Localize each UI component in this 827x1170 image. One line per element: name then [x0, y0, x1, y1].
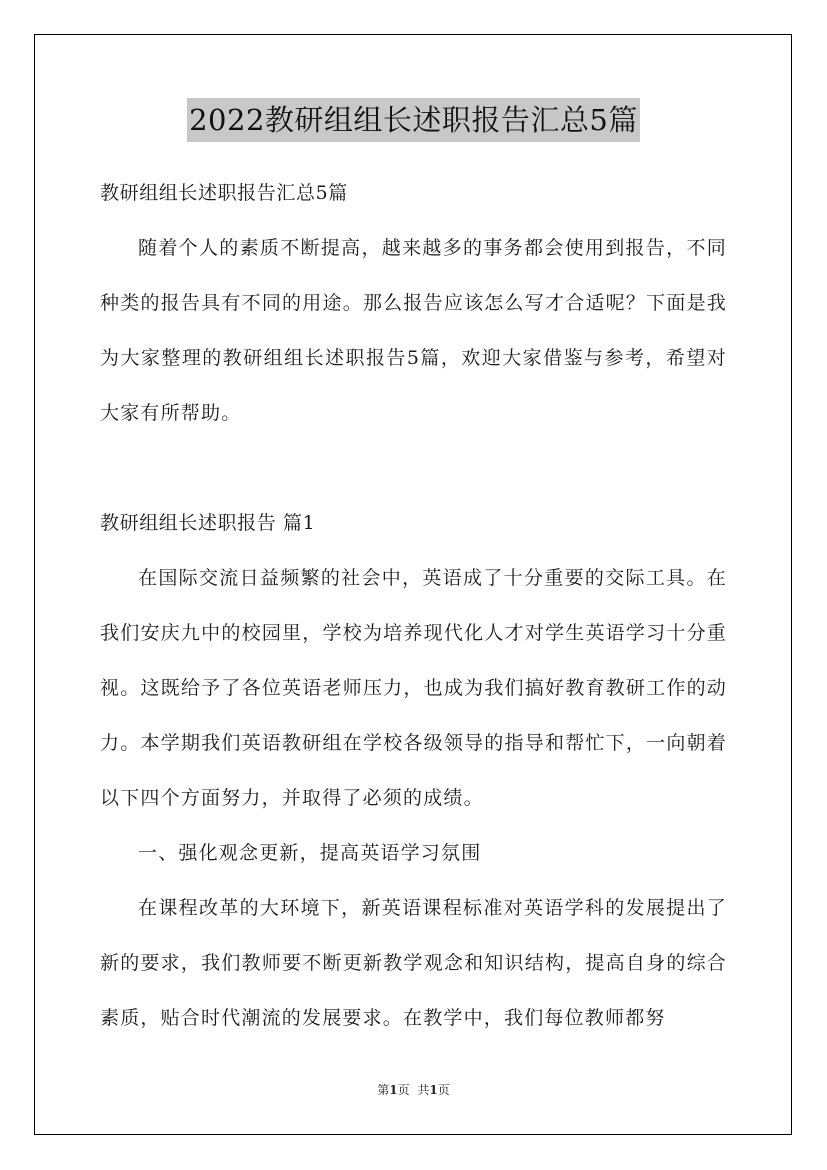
footer-total-number: 1: [429, 1083, 438, 1097]
document-subtitle: 教研组组长述职报告汇总5篇: [100, 182, 348, 204]
page-footer: [0, 1081, 827, 1098]
point-heading-1: 一、强化观念更新，提高英语学习氛围: [138, 842, 482, 864]
footer-page-number: 1: [389, 1083, 398, 1097]
section-heading: 教研组组长述职报告 篇1: [100, 512, 316, 534]
footer-page-suffix: 页: [397, 1083, 410, 1097]
document-title: 2022教研组组长述职报告汇总5篇: [187, 98, 640, 142]
footer-page-prefix: 第: [377, 1083, 390, 1097]
title-wrap: [0, 98, 827, 142]
body-paragraph-1: 在国际交流日益频繁的社会中，英语成了十分重要的交际工具。在我们安庆九中的校园里，学校为培养现代化人才对学生英语学习十分重视。这既给予了各位英语老师压力，也成为我们搞好教育教研工作的动力。本学期我们英语教研组在学校各级领导的指导和帮忙下，一向朝着以下四个方面努力，并取得了必须的成绩。: [100, 567, 727, 809]
footer-total-prefix: 共: [417, 1083, 430, 1097]
body-paragraph-2: 在课程改革的大环境下，新英语课程标准对英语学科的发展提出了新的要求，我们教师要不断更新教学观念和知识结构，提高自身的综合素质，贴合时代潮流的发展要求。在教学中，我们每位教师都努: [100, 897, 727, 1029]
section-gap: [100, 441, 727, 496]
intro-paragraph: 随着个人的素质不断提高，越来越多的事务都会使用到报告，不同种类的报告具有不同的用途。那么报告应该怎么写才合适呢？下面是我为大家整理的教研组组长述职报告5篇，欢迎大家借鉴与参考，希望对大家有所帮助。: [100, 237, 727, 424]
footer-total-suffix: 页: [437, 1083, 450, 1097]
document-body: [100, 166, 727, 1046]
